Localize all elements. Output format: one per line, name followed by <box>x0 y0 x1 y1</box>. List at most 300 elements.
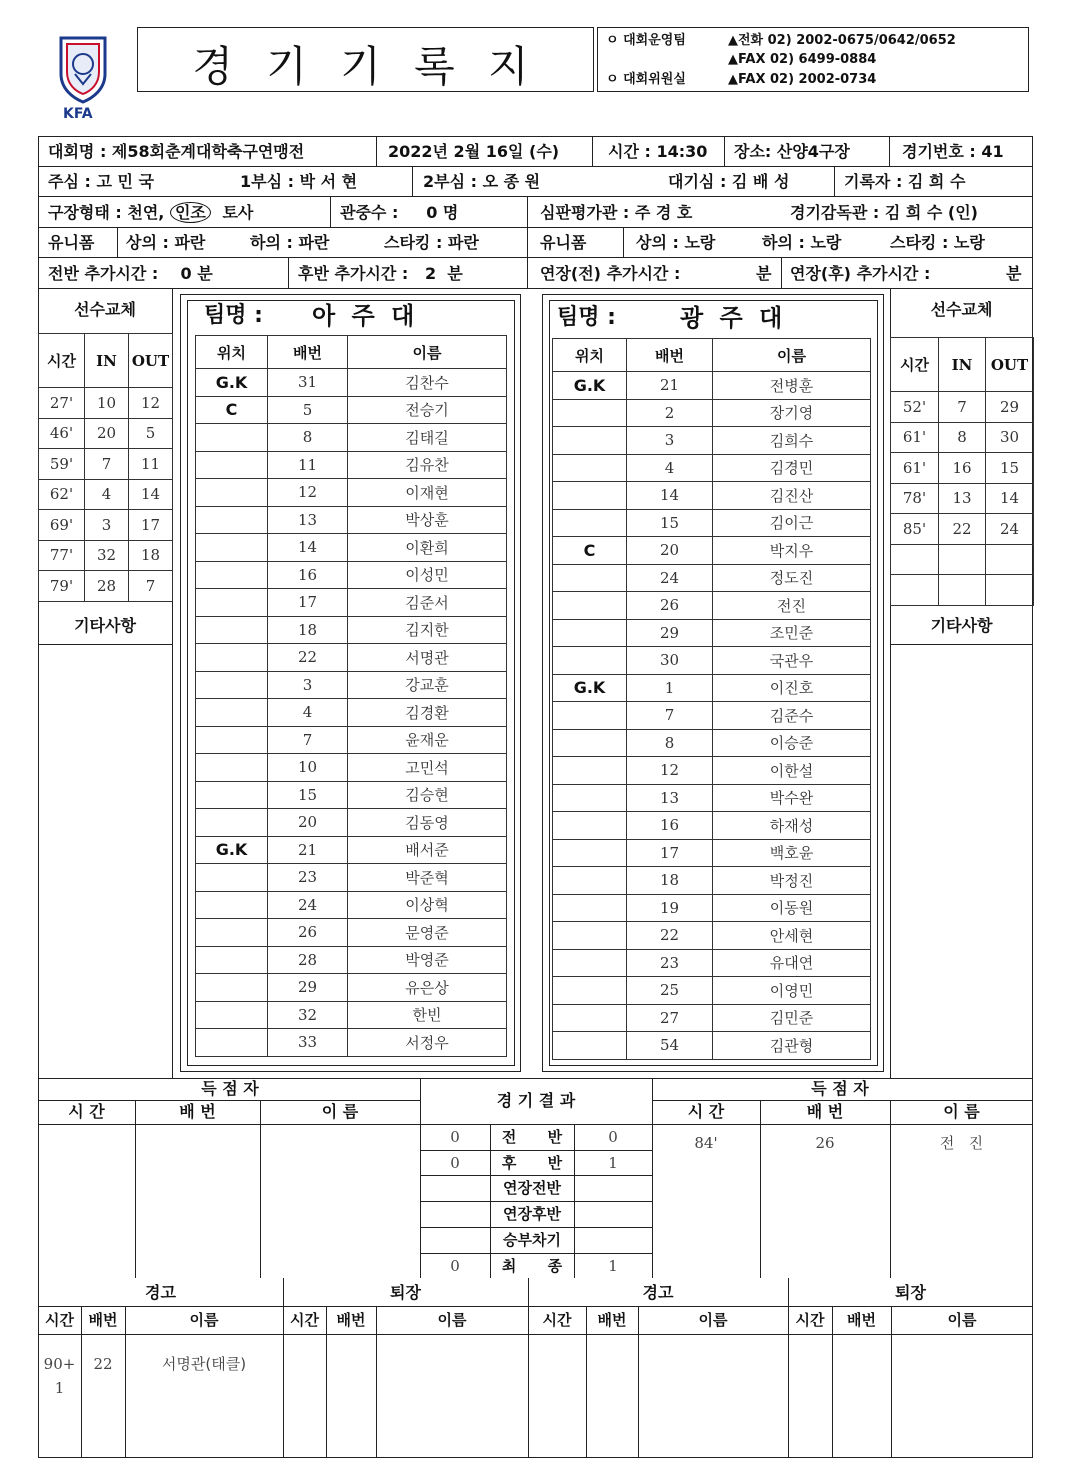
kfa-logo <box>55 34 111 126</box>
player-row <box>553 482 871 510</box>
player-position <box>553 977 627 1005</box>
player-row <box>196 616 507 644</box>
away-scorer-time: 84' <box>694 1134 718 1152</box>
player-row <box>553 1004 871 1032</box>
player-row <box>196 1029 507 1057</box>
player-name: 김찬수 <box>348 369 507 397</box>
result-home-score: 0 <box>450 1128 460 1146</box>
player-position: G.K <box>553 674 627 702</box>
sub-in-number <box>939 575 986 606</box>
player-name: 김관형 <box>713 1032 871 1060</box>
sub-out-header: OUT <box>986 338 1034 392</box>
player-name: 서정우 <box>348 1029 507 1057</box>
player-position <box>553 784 627 812</box>
discipline-time-header: 시간 <box>542 1311 572 1329</box>
discipline-time-header: 시간 <box>795 1311 825 1329</box>
result-away-score: 1 <box>608 1153 618 1172</box>
player-position <box>196 561 268 589</box>
sub-row <box>39 571 173 602</box>
player-number: 12 <box>268 479 348 507</box>
player-position <box>196 754 268 782</box>
recorder: 기록자 : 김 희 수 <box>844 172 966 191</box>
home-subs-title: 선수교체 <box>74 300 136 319</box>
away-scorer-name: 전 진 <box>939 1134 984 1152</box>
player-name: 박지우 <box>713 537 871 565</box>
sub-row <box>39 479 173 510</box>
player-row <box>553 647 871 675</box>
player-row <box>196 864 507 892</box>
sub-time <box>891 544 939 575</box>
sub-time-header: 시간 <box>39 334 85 388</box>
player-name: 이동원 <box>713 894 871 922</box>
discipline-name-header: 이름 <box>947 1311 977 1329</box>
result-home-score: 0 <box>450 1153 460 1172</box>
player-position <box>553 729 627 757</box>
field-type-option: 토사 <box>222 203 254 222</box>
sub-time: 78' <box>891 483 939 514</box>
player-position <box>196 451 268 479</box>
discipline-num-header: 배번 <box>847 1311 876 1329</box>
player-name: 이상혁 <box>348 891 507 919</box>
player-position <box>553 1004 627 1032</box>
sub-in-number: 20 <box>85 418 129 449</box>
player-number: 31 <box>268 369 348 397</box>
player-row <box>553 564 871 592</box>
discipline-num-header: 배번 <box>336 1311 366 1329</box>
sub-row <box>39 510 173 541</box>
player-row <box>196 424 507 452</box>
away-uniform-socks: 스타킹 : 노랑 <box>890 233 985 252</box>
player-row <box>196 946 507 974</box>
player-row <box>553 757 871 785</box>
home-scorer-name-header: 이 름 <box>321 1102 359 1121</box>
player-row <box>196 754 507 782</box>
player-position <box>196 534 268 562</box>
player-name: 이한설 <box>713 757 871 785</box>
player-name: 배서준 <box>348 836 507 864</box>
player-row <box>553 1032 871 1060</box>
player-position <box>553 564 627 592</box>
sub-row <box>39 418 173 449</box>
player-number: 30 <box>627 647 713 675</box>
venue: 장소: 산양4구장 <box>734 142 850 161</box>
sub-out-number: 15 <box>986 453 1034 484</box>
player-name: 김유찬 <box>348 451 507 479</box>
player-number: 5 <box>268 396 348 424</box>
logo-text: KFA <box>63 106 93 122</box>
player-name: 전승기 <box>348 396 507 424</box>
player-name: 유은상 <box>348 974 507 1002</box>
player-name: 김지한 <box>348 616 507 644</box>
sub-row <box>891 544 1034 575</box>
player-row <box>196 919 507 947</box>
sub-in-number: 32 <box>85 540 129 571</box>
result-period-label: 최 종 <box>501 1256 563 1275</box>
player-name: 정도진 <box>713 564 871 592</box>
home-caution-number: 22 <box>93 1355 113 1373</box>
player-position <box>553 757 627 785</box>
sub-row <box>891 514 1034 545</box>
player-row <box>196 589 507 617</box>
home-uniform-socks: 스타킹 : 파란 <box>384 233 479 252</box>
sub-time-header: 시간 <box>891 338 939 392</box>
player-name: 김태길 <box>348 424 507 452</box>
sub-time: 59' <box>39 449 85 480</box>
player-position <box>196 1029 268 1057</box>
first-half-added-time: 전반 추가시간 : 0 분 <box>48 264 213 283</box>
sub-time: 77' <box>39 540 85 571</box>
player-number: 12 <box>627 757 713 785</box>
sub-out-number: 29 <box>986 392 1034 423</box>
player-position <box>553 702 627 730</box>
sub-out-number: 14 <box>986 483 1034 514</box>
home-scorer-time-header: 시 간 <box>68 1102 105 1121</box>
sub-out-number: 11 <box>129 449 173 480</box>
sub-out-number: 5 <box>129 418 173 449</box>
sub-time: 85' <box>891 514 939 545</box>
player-position <box>553 949 627 977</box>
player-position <box>553 812 627 840</box>
field-type-label: 구장형태 : 천연, <box>48 203 165 222</box>
player-position <box>196 1001 268 1029</box>
discipline-name-header: 이름 <box>698 1311 728 1329</box>
player-position <box>553 509 627 537</box>
player-position <box>553 619 627 647</box>
pos-header: 위치 <box>553 339 627 372</box>
circle-mark: ㅇ <box>606 33 619 48</box>
player-number: 25 <box>627 977 713 1005</box>
player-number: 19 <box>627 894 713 922</box>
contact-1-fax: ▲FAX 02) 6499-0884 <box>728 52 877 67</box>
player-position: G.K <box>196 369 268 397</box>
player-position: C <box>196 396 268 424</box>
player-position: G.K <box>553 372 627 400</box>
player-name: 김이근 <box>713 509 871 537</box>
match-number: 경기번호 : 41 <box>902 142 1004 161</box>
second-half-added-time: 후반 추가시간 : 2 분 <box>298 264 463 283</box>
sub-in-number: 16 <box>939 453 986 484</box>
pos-header: 위치 <box>196 336 268 369</box>
player-position <box>553 839 627 867</box>
player-name: 백호윤 <box>713 839 871 867</box>
player-position <box>196 781 268 809</box>
player-number: 22 <box>627 922 713 950</box>
extra-time-2-unit: 분 <box>1006 264 1022 283</box>
player-position <box>196 671 268 699</box>
kfa-emblem-icon <box>55 34 111 104</box>
home-caution-title: 경고 <box>145 1283 176 1302</box>
player-position <box>553 894 627 922</box>
player-name: 윤재운 <box>348 726 507 754</box>
player-name: 김경민 <box>713 454 871 482</box>
sub-in-number: 7 <box>939 392 986 423</box>
sub-row <box>39 540 173 571</box>
player-name: 김진산 <box>713 482 871 510</box>
sub-out-number: 14 <box>129 479 173 510</box>
player-name: 이승준 <box>713 729 871 757</box>
sub-out-number: 7 <box>129 571 173 602</box>
player-number: 3 <box>268 671 348 699</box>
away-caution-title: 경고 <box>642 1283 674 1302</box>
player-number: 14 <box>268 534 348 562</box>
discipline-name-header: 이름 <box>189 1311 219 1329</box>
home-uniform-label: 유니폼 <box>48 233 95 252</box>
sub-row <box>891 453 1034 484</box>
sub-time: 52' <box>891 392 939 423</box>
result-period-label: 연장후반 <box>503 1205 561 1224</box>
result-period-label: 연장전반 <box>503 1179 561 1198</box>
player-position <box>196 809 268 837</box>
player-number: 16 <box>627 812 713 840</box>
sub-in-number: 7 <box>85 449 129 480</box>
discipline-time-header: 시간 <box>290 1311 319 1329</box>
away-scorer-name-header: 이 름 <box>943 1102 980 1121</box>
sub-time: 69' <box>39 510 85 541</box>
sub-in-number: 28 <box>85 571 129 602</box>
sub-in-number: 3 <box>85 510 129 541</box>
away-scorer-number: 26 <box>815 1134 835 1152</box>
player-number: 4 <box>268 699 348 727</box>
home-sendoff-title: 퇴장 <box>390 1283 421 1302</box>
player-row <box>196 836 507 864</box>
player-name: 김준서 <box>348 589 507 617</box>
discipline-num-header: 배번 <box>88 1311 118 1329</box>
player-number: 18 <box>268 616 348 644</box>
extra-time-1-unit: 분 <box>756 264 772 283</box>
page-title: 경 기 기 록 지 <box>192 42 539 91</box>
away-uniform-label: 유니폼 <box>540 233 587 252</box>
player-row <box>196 369 507 397</box>
player-position <box>553 867 627 895</box>
player-position: C <box>553 537 627 565</box>
result-home-score: 0 <box>450 1256 460 1275</box>
circle-mark: ㅇ <box>606 72 619 87</box>
player-position <box>553 922 627 950</box>
player-name: 문영준 <box>348 919 507 947</box>
player-name: 강교훈 <box>348 671 507 699</box>
player-number: 18 <box>627 867 713 895</box>
away-team-name: 광 주 대 <box>680 304 787 332</box>
kickoff-time: 시간 : 14:30 <box>608 142 708 161</box>
player-name: 김동영 <box>348 809 507 837</box>
player-number: 7 <box>627 702 713 730</box>
extra-time-1-added: 연장(전) 추가시간 : <box>540 264 681 283</box>
player-row <box>553 674 871 702</box>
player-name: 이환희 <box>348 534 507 562</box>
sub-in-header: IN <box>939 338 986 392</box>
sub-in-number: 10 <box>85 388 129 419</box>
player-number: 23 <box>268 864 348 892</box>
player-name: 박상훈 <box>348 506 507 534</box>
player-number: 29 <box>627 619 713 647</box>
player-position <box>196 506 268 534</box>
player-number: 32 <box>268 1001 348 1029</box>
away-uniform-bottom: 하의 : 노랑 <box>762 233 842 252</box>
player-position <box>196 589 268 617</box>
player-number: 22 <box>268 644 348 672</box>
player-position <box>553 482 627 510</box>
player-number: 3 <box>627 427 713 455</box>
player-number: 23 <box>627 949 713 977</box>
contact-1-phone: ▲전화 02) 2002-0675/0642/0652 <box>728 33 956 48</box>
result-period-label: 승부차기 <box>503 1230 561 1249</box>
player-number: 16 <box>268 561 348 589</box>
player-row <box>553 894 871 922</box>
player-row <box>553 537 871 565</box>
contact-2-label: 대회위원실 <box>623 72 686 87</box>
player-row <box>196 561 507 589</box>
sub-out-number: 18 <box>129 540 173 571</box>
sub-out-number: 17 <box>129 510 173 541</box>
sub-out-number <box>986 544 1034 575</box>
player-name: 박영준 <box>348 946 507 974</box>
player-row <box>196 726 507 754</box>
player-number: 15 <box>268 781 348 809</box>
player-name: 박준혁 <box>348 864 507 892</box>
player-row <box>196 644 507 672</box>
player-row <box>196 699 507 727</box>
sub-time: 79' <box>39 571 85 602</box>
player-number: 20 <box>268 809 348 837</box>
sub-in-number: 13 <box>939 483 986 514</box>
player-row <box>196 891 507 919</box>
title-box <box>137 27 594 92</box>
player-position <box>196 891 268 919</box>
player-name: 조민준 <box>713 619 871 647</box>
player-row <box>553 812 871 840</box>
extra-time-2-added: 연장(후) 추가시간 : <box>790 264 931 283</box>
result-period-label: 후 반 <box>501 1153 563 1172</box>
player-row <box>553 454 871 482</box>
player-number: 28 <box>268 946 348 974</box>
sub-time: 61' <box>891 453 939 484</box>
sub-in-number: 8 <box>939 422 986 453</box>
player-number: 20 <box>627 537 713 565</box>
match-commissioner: 경기감독관 : 김 희 수 (인) <box>790 203 978 222</box>
away-notes-title: 기타사항 <box>930 616 993 635</box>
contact-box <box>597 27 1029 92</box>
result-away-score: 1 <box>608 1256 618 1275</box>
away-scorers-title: 득 점 자 <box>811 1079 869 1098</box>
home-caution-time: 90+ 1 <box>43 1355 76 1397</box>
player-number: 29 <box>268 974 348 1002</box>
player-position <box>553 647 627 675</box>
sub-time: 27' <box>39 388 85 419</box>
player-number: 17 <box>627 839 713 867</box>
player-number: 13 <box>268 506 348 534</box>
sub-in-header: IN <box>85 334 129 388</box>
player-name: 전진 <box>713 592 871 620</box>
player-row <box>553 509 871 537</box>
away-roster-table <box>552 338 871 1060</box>
away-subs-title: 선수교체 <box>930 300 993 319</box>
player-number: 54 <box>627 1032 713 1060</box>
player-row <box>553 949 871 977</box>
sub-in-number <box>939 544 986 575</box>
sub-out-number: 30 <box>986 422 1034 453</box>
player-name: 박수완 <box>713 784 871 812</box>
player-position <box>196 644 268 672</box>
player-position <box>553 427 627 455</box>
player-row <box>196 451 507 479</box>
sub-row <box>39 449 173 480</box>
player-name: 김준수 <box>713 702 871 730</box>
player-name: 국관우 <box>713 647 871 675</box>
sub-time <box>891 575 939 606</box>
player-name: 안세현 <box>713 922 871 950</box>
player-number: 10 <box>268 754 348 782</box>
player-number: 13 <box>627 784 713 812</box>
player-row <box>196 974 507 1002</box>
home-team-name: 아 주 대 <box>312 302 419 330</box>
player-name: 이진호 <box>713 674 871 702</box>
contact-2-fax: ▲FAX 02) 2002-0734 <box>728 72 877 87</box>
sub-out-number: 12 <box>129 388 173 419</box>
home-scorers-title: 득 점 자 <box>201 1079 259 1098</box>
player-row <box>553 977 871 1005</box>
player-row <box>196 506 507 534</box>
player-position <box>553 592 627 620</box>
sub-out-number <box>986 575 1034 606</box>
result-away-score: 0 <box>608 1128 618 1146</box>
player-number: 21 <box>268 836 348 864</box>
player-name: 유대연 <box>713 949 871 977</box>
player-position <box>196 424 268 452</box>
player-number: 21 <box>627 372 713 400</box>
discipline-num-header: 배번 <box>597 1311 627 1329</box>
player-number: 26 <box>627 592 713 620</box>
player-name: 김경환 <box>348 699 507 727</box>
player-position <box>553 454 627 482</box>
sub-time: 61' <box>891 422 939 453</box>
player-row <box>553 784 871 812</box>
player-name: 장기영 <box>713 399 871 427</box>
player-row <box>196 809 507 837</box>
discipline-time-header: 시간 <box>45 1311 74 1329</box>
referee: 주심 : 고 민 국 <box>48 172 154 191</box>
result-period-label: 전 반 <box>501 1128 563 1146</box>
player-row <box>553 372 871 400</box>
sub-in-number: 4 <box>85 479 129 510</box>
player-position <box>196 864 268 892</box>
contact-1-label: 대회운영팀 <box>623 33 686 48</box>
player-row <box>553 592 871 620</box>
player-name: 한빈 <box>348 1001 507 1029</box>
player-number: 24 <box>268 891 348 919</box>
player-number: 14 <box>627 482 713 510</box>
player-position <box>553 1032 627 1060</box>
player-number: 17 <box>268 589 348 617</box>
player-name: 김민준 <box>713 1004 871 1032</box>
sub-row <box>891 575 1034 606</box>
player-position <box>196 726 268 754</box>
sub-out-header: OUT <box>129 334 173 388</box>
player-row <box>553 427 871 455</box>
player-row <box>553 702 871 730</box>
player-number: 27 <box>627 1004 713 1032</box>
player-position <box>196 699 268 727</box>
home-team-label: 팀명 : <box>204 303 263 328</box>
home-uniform-bottom: 하의 : 파란 <box>250 233 330 252</box>
player-name: 서명관 <box>348 644 507 672</box>
away-sendoff-title: 퇴장 <box>895 1283 926 1302</box>
home-subs-table <box>38 333 173 602</box>
num-header: 배번 <box>268 336 348 369</box>
player-number: 11 <box>268 451 348 479</box>
discipline-name-header: 이름 <box>437 1311 467 1329</box>
player-number: 26 <box>268 919 348 947</box>
away-scorer-num-header: 배 번 <box>806 1102 844 1121</box>
